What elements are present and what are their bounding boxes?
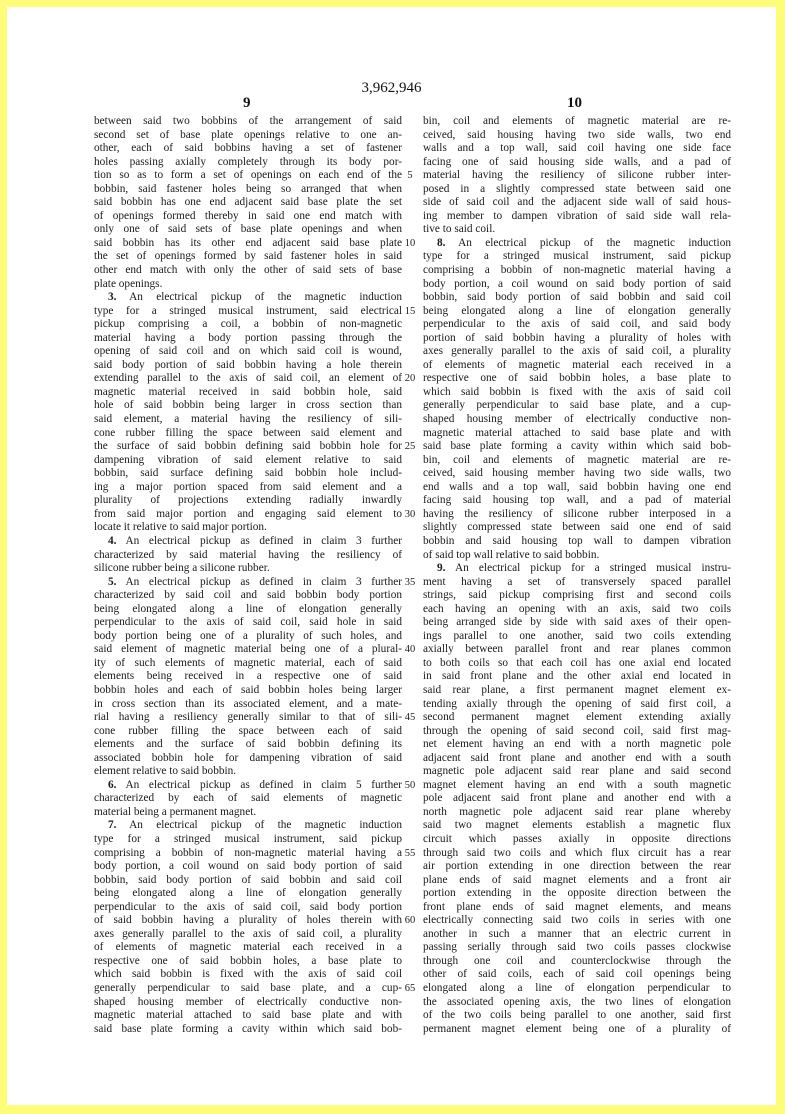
line-text: being elongated along a line of elongation generally: [94, 602, 402, 615]
text-line: [94, 643, 402, 657]
line-number: 55: [404, 847, 416, 859]
text-line: [423, 440, 731, 454]
text-line: [423, 657, 731, 671]
line-text: magnetic pole adjacent said rear plane and said second: [423, 765, 731, 778]
text-line: [423, 467, 731, 481]
line-text: plane ends of said magnet elements and a front air: [423, 873, 731, 886]
line-text: posed in a slightly compressed state between said one: [423, 182, 731, 195]
line-text: hole of said bobbin being larger in cross section than: [94, 399, 402, 412]
line-text: elements being received in a respective one of said: [94, 670, 402, 683]
line-text: having the resiliency of silicone rubber interposed in a: [423, 507, 731, 520]
text-line: [94, 765, 402, 779]
text-line: [423, 237, 731, 251]
line-text: axes generally parallel to the axis of said coil, a plurality: [423, 345, 731, 358]
text-line: [94, 481, 402, 495]
line-text: bobbin, said body portion of said bobbin and said coil: [94, 873, 402, 886]
text-line: [423, 725, 731, 739]
text-line: [423, 670, 731, 684]
text-line: [423, 589, 731, 603]
text-line: [423, 576, 731, 590]
text-line: [423, 494, 731, 508]
line-text: magnetic material attached to said base plate and with: [94, 1009, 402, 1022]
text-line: [423, 738, 731, 752]
line-text: magnetic material received in said bobbin hole, said: [94, 385, 402, 398]
line-text: said bobbin has its other end adjacent said base plate: [94, 236, 402, 249]
text-line: [94, 359, 402, 373]
line-text: circuit which passes axially in opposite directions: [423, 832, 731, 845]
text-line: [423, 562, 731, 576]
text-line: [423, 481, 731, 495]
line-number: 20: [404, 373, 416, 385]
line-text: other of said coils, each of said coil openings being: [423, 968, 731, 981]
line-text: portion extending in the opposite direction between the: [423, 887, 731, 900]
line-text: rial having a resiliency generally similar to that of sili-: [94, 711, 402, 724]
line-text: through one coil and counterclockwise through the: [423, 954, 731, 967]
line-number: 10: [404, 237, 416, 249]
line-text: characterized by said material having the resiliency of: [94, 548, 402, 561]
line-text: plate openings.: [94, 277, 163, 290]
line-text: only one of said sets of base plate openings and when: [94, 223, 402, 236]
line-text: bobbin, said fastener holes being so arranged that when: [94, 182, 402, 195]
line-text: the associated opening axis, the two lines of elongation: [423, 995, 731, 1008]
line-text: said two magnet elements establish a magnetic flux: [423, 819, 731, 832]
text-line: [423, 603, 731, 617]
text-line: [423, 806, 731, 820]
text-line: [94, 494, 402, 508]
text-line: [423, 549, 731, 563]
text-line: [94, 833, 402, 847]
line-text: generally perpendicular to said base plate, and a cup-: [423, 399, 731, 412]
line-text: silicone rubber being a silicone rubber.: [94, 562, 270, 575]
text-line: [94, 630, 402, 644]
line-text: bin, coil and elements of magnetic material are re-: [423, 453, 731, 466]
text-line: [94, 454, 402, 468]
text-line: [423, 156, 731, 170]
text-line: [94, 196, 402, 210]
left-column-number: 9: [243, 95, 251, 111]
text-line: [423, 901, 731, 915]
claim-number: 3.: [108, 291, 117, 304]
text-line: [423, 684, 731, 698]
line-text: perpendicular to the axis of said coil, and said body: [423, 318, 731, 331]
line-number: 50: [404, 779, 416, 791]
text-line: [423, 413, 731, 427]
text-line: [94, 901, 402, 915]
text-line: [94, 223, 402, 237]
text-line: [94, 467, 402, 481]
line-text: to both coils so that each coil has one axial end located: [423, 656, 731, 669]
text-line: [423, 169, 731, 183]
text-line: [423, 968, 731, 982]
text-line: [94, 372, 402, 386]
claim-number: 7.: [108, 819, 117, 832]
line-text: of elements of magnetic material each received in a: [423, 358, 731, 371]
line-text: said rear plane, a first permanent magnet element ex-: [423, 683, 731, 696]
line-text: magnet element having an end with a south magnetic: [423, 778, 731, 791]
line-text: said element of magnetic material being one of a plural-: [94, 643, 402, 656]
text-line: [94, 941, 402, 955]
line-text: slightly compressed state between said one end of said: [423, 521, 731, 534]
text-line: [423, 535, 731, 549]
text-line: [423, 332, 731, 346]
text-line: [94, 711, 402, 725]
line-text: type for a stringed musical instrument, said electrical: [94, 304, 402, 317]
text-line: [423, 372, 731, 386]
line-text: dampening vibration of said element relative to said: [94, 453, 402, 466]
text-line: [94, 725, 402, 739]
line-text: axes generally parallel to the axis of said coil, a plurality: [94, 927, 402, 940]
text-line: [423, 792, 731, 806]
text-line: [423, 914, 731, 928]
line-text: pole adjacent said front plane and another end with a: [423, 792, 731, 805]
line-text: said body portion of said bobbin having a hole therein: [94, 358, 402, 371]
right-column-number: 10: [567, 95, 582, 111]
patent-number: 3,962,946: [361, 80, 422, 96]
line-text: tion so as to form a set of openings on each end of the: [94, 169, 402, 182]
text-line: [423, 318, 731, 332]
line-text: An electrical pickup of the magnetic induction: [458, 236, 731, 249]
text-line: [94, 616, 402, 630]
text-line: [94, 982, 402, 996]
text-line: [94, 345, 402, 359]
line-text: body portion, a coil wound on said body portion of said: [423, 277, 731, 290]
text-line: [94, 210, 402, 224]
text-line: [94, 427, 402, 441]
text-line: [94, 576, 402, 590]
line-text: of elements of magnetic material each received in a: [94, 941, 402, 954]
text-line: [423, 833, 731, 847]
text-line: [94, 860, 402, 874]
line-text: elements and the surface of said bobbin defining its: [94, 738, 402, 751]
text-line: [423, 223, 731, 237]
line-text: between said two bobbins of the arrangement of said: [94, 115, 402, 127]
text-line: [423, 427, 731, 441]
text-line: [423, 183, 731, 197]
line-text: another in such a manner that an electric current in: [423, 927, 731, 940]
line-text: bobbin holes and each of said bobbin holes being larger: [94, 683, 402, 696]
text-line: [423, 129, 731, 143]
text-line: [94, 1009, 402, 1023]
text-line: [94, 684, 402, 698]
text-line: [423, 386, 731, 400]
line-text: second permanent magnet element extending axially: [423, 711, 731, 724]
line-text: comprising a bobbin of non-magnetic material having a: [94, 846, 402, 859]
line-text: material having the resiliency of silicone rubber inter-: [423, 169, 731, 182]
line-text: north magnetic pole adjacent said rear plane whereby: [423, 805, 731, 818]
text-line: [94, 237, 402, 251]
text-line: [423, 860, 731, 874]
line-text: characterized by said coil and said bobbin body portion: [94, 589, 402, 602]
line-number: 35: [404, 576, 416, 588]
line-text: being elongated along a line of elongation generally: [94, 887, 402, 900]
line-number: 30: [404, 508, 416, 520]
text-line: [94, 183, 402, 197]
line-text: respective one of said bobbin holes, a base plate to: [94, 954, 402, 967]
line-text: respective one of said bobbin holes, a base plate to: [423, 372, 731, 385]
text-line: [423, 142, 731, 156]
line-text: shaped housing member of electrically conductive non-: [423, 413, 731, 426]
line-text: air portion extending in one direction between the rear: [423, 860, 731, 873]
line-text: ceived, said housing member having two side walls, two: [423, 467, 731, 480]
text-line: [94, 129, 402, 143]
line-text: each having an opening with an axis, said two coils: [423, 602, 731, 615]
text-line: [94, 521, 402, 535]
line-text: An electrical pickup as defined in claim 3 further: [125, 534, 402, 547]
text-line: [94, 603, 402, 617]
line-number: 65: [404, 983, 416, 995]
text-line: [94, 874, 402, 888]
text-line: [94, 847, 402, 861]
line-text: An electrical pickup as defined in claim 5 further: [125, 778, 402, 791]
line-text: elongated along a line of elongation perpendicular to: [423, 982, 731, 994]
line-text: the surface of said bobbin defining said bobbin hole for: [94, 440, 402, 453]
text-line: [94, 386, 402, 400]
text-line: [94, 657, 402, 671]
line-text: extending parallel to the axis of said coil, an element of: [94, 372, 402, 385]
line-text: passing serially through said two coils passes clockwise: [423, 941, 731, 954]
line-text: through the opening of said second coil, said first mag-: [423, 724, 731, 737]
text-line: [423, 616, 731, 630]
text-line: [423, 1009, 731, 1023]
line-text: body portion being one of a plurality of such holes, and: [94, 629, 402, 642]
line-text: type for a stringed musical instrument, said pickup: [94, 832, 402, 845]
text-line: [94, 535, 402, 549]
line-text: material being a permanent magnet.: [94, 805, 257, 818]
line-text: locate it relative to said major portion.: [94, 521, 267, 534]
text-line: [94, 440, 402, 454]
text-line: [423, 847, 731, 861]
right-text-column: [423, 115, 731, 1036]
text-line: [423, 291, 731, 305]
text-line: [423, 643, 731, 657]
line-text: through said two coils and which flux circuit has a rear: [423, 846, 731, 859]
text-line: [423, 982, 731, 996]
line-text: characterized by each of said elements of magnetic: [94, 792, 402, 805]
text-line: [94, 318, 402, 332]
text-line: [423, 711, 731, 725]
line-text: which said bobbin is fixed with the axis of said coil: [94, 968, 402, 981]
text-line: [94, 399, 402, 413]
text-line: [423, 779, 731, 793]
line-text: being arranged side by side with said axes of their open-: [423, 616, 731, 629]
text-line: [423, 887, 731, 901]
line-text: associated bobbin hole for dampening vibration of said: [94, 751, 402, 764]
line-text: cone rubber filling the space between each of said: [94, 724, 402, 737]
text-line: [423, 359, 731, 373]
text-line: [94, 887, 402, 901]
line-number: 60: [404, 915, 416, 927]
text-line: [423, 1023, 731, 1037]
text-line: [94, 792, 402, 806]
line-text: body portion, a coil wound on said body portion of said: [94, 860, 402, 873]
text-line: [94, 549, 402, 563]
text-line: [94, 115, 402, 129]
line-text: which said bobbin is fixed with the axis of said coil: [423, 385, 731, 398]
line-number: 40: [404, 644, 416, 656]
text-line: [94, 670, 402, 684]
line-text: ment having a set of transversely spaced parallel: [423, 575, 731, 588]
line-text: pickup comprising a coil, a bobbin of non-magnetic: [94, 318, 402, 331]
line-text: An electrical pickup as defined in claim 3 further: [125, 575, 402, 588]
line-text: said bobbin has one end adjacent said base plate the set: [94, 196, 402, 209]
text-line: [94, 278, 402, 292]
text-line: [94, 928, 402, 942]
line-text: An electrical pickup of the magnetic induction: [129, 291, 402, 304]
line-text: said base plate forming a cavity within which said bob-: [94, 1022, 402, 1035]
text-line: [423, 955, 731, 969]
text-line: [94, 914, 402, 928]
text-line: [94, 562, 402, 576]
text-line: [423, 819, 731, 833]
text-line: [94, 142, 402, 156]
line-text: ceived, said housing having two side walls, two end: [423, 128, 731, 141]
text-line: [423, 996, 731, 1010]
line-text: An electrical pickup for a stringed musical instru-: [454, 562, 731, 575]
line-text: other, each of said bobbins having a set of fastener: [94, 142, 402, 155]
line-text: opening of said coil and on which said coil is wound,: [94, 345, 402, 358]
text-line: [423, 196, 731, 210]
text-line: [94, 332, 402, 346]
claim-number: 9.: [437, 562, 446, 575]
line-text: bin, coil and elements of magnetic material are re-: [423, 115, 731, 127]
text-line: [94, 1023, 402, 1037]
text-line: [94, 955, 402, 969]
text-line: [423, 345, 731, 359]
line-number: 25: [404, 441, 416, 453]
line-text: perpendicular to the axis of said coil, said body portion: [94, 900, 402, 913]
line-text: in said front plane and the other axial end located in: [423, 670, 731, 683]
line-number: 45: [404, 712, 416, 724]
line-text: perpendicular to the axis of said coil, said hole in said: [94, 616, 402, 629]
line-text: other end match with only the other of said sets of base: [94, 264, 402, 277]
line-text: permanent magnet element being one of a plurality of: [423, 1022, 731, 1035]
text-line: [423, 454, 731, 468]
text-line: [423, 874, 731, 888]
line-text: net element having an end with a north magnetic pole: [423, 738, 731, 751]
text-line: [423, 278, 731, 292]
line-text: adjacent said front plane and another end with a south: [423, 751, 731, 764]
text-line: [94, 752, 402, 766]
claim-number: 6.: [108, 778, 117, 791]
line-text: magnetic material attached to said base plate and with: [423, 426, 731, 439]
claim-number: 5.: [108, 575, 117, 588]
line-number: 15: [404, 305, 416, 317]
line-text: front plane ends of said magnet elements, and means: [423, 900, 731, 913]
line-text: side of said coil and the adjacent side wall of said hous-: [423, 196, 731, 209]
text-line: [94, 250, 402, 264]
line-text: tive to said coil.: [423, 223, 496, 236]
text-line: [423, 508, 731, 522]
line-text: in cross section than its associated element, and a mate-: [94, 697, 402, 710]
line-number: 5: [407, 170, 413, 182]
text-line: [94, 508, 402, 522]
line-text: of said bobbin having a plurality of holes therein with: [94, 914, 402, 927]
line-text: element relative to said bobbin.: [94, 765, 237, 778]
line-text: bobbin, said surface defining said bobbin hole includ-: [94, 467, 402, 480]
line-text: generally perpendicular to said base plate, and a cup-: [94, 982, 402, 994]
line-text: portion of said bobbin having a plurality of holes with: [423, 331, 731, 344]
text-line: [94, 413, 402, 427]
line-text: plurality of projections extending radially inwardly: [94, 494, 402, 507]
line-text: ings parallel to one another, said two coils extending: [423, 629, 731, 642]
text-line: [423, 264, 731, 278]
text-line: [94, 264, 402, 278]
text-line: [423, 115, 731, 129]
text-line: [423, 752, 731, 766]
claim-number: 4.: [108, 534, 117, 547]
patent-page: [7, 7, 776, 1105]
line-text: being elongated along a line of elongation generally: [423, 304, 731, 317]
claim-number: 8.: [437, 236, 446, 249]
text-line: [423, 765, 731, 779]
text-line: [94, 305, 402, 319]
line-text: An electrical pickup of the magnetic induction: [129, 819, 402, 832]
text-line: [423, 399, 731, 413]
line-text: comprising a bobbin of non-magnetic material having a: [423, 264, 731, 277]
line-text: of said top wall relative to said bobbin.: [423, 548, 600, 561]
line-text: strings, said pickup comprising first and second coils: [423, 589, 731, 602]
text-line: [423, 250, 731, 264]
line-text: bobbin and said housing top wall to dampen vibration: [423, 534, 731, 547]
text-line: [423, 941, 731, 955]
text-line: [423, 630, 731, 644]
line-text: second set of base plate openings relative to one an-: [94, 128, 402, 141]
line-text: tending axially through the opening of said first coil, a: [423, 697, 731, 710]
line-text: of openings formed thereby in said one end match with: [94, 209, 402, 222]
line-text: end walls and a top wall, said bobbin having one end: [423, 480, 731, 493]
line-text: bobbin, said body portion of said bobbin and said coil: [423, 291, 731, 304]
line-text: walls and a top wall, said coil having one side face: [423, 142, 731, 155]
line-text: ity of such elements of magnetic material, each of said: [94, 656, 402, 669]
text-line: [94, 806, 402, 820]
line-text: ing member to dampen vibration of said side wall rela-: [423, 209, 731, 222]
line-text: holes passing axially completely through its body por-: [94, 155, 402, 168]
text-line: [94, 698, 402, 712]
text-line: [423, 698, 731, 712]
text-line: [94, 819, 402, 833]
line-text: said base plate forming a cavity within which said bob-: [423, 440, 731, 453]
line-text: the set of openings formed by said fastener holes in said: [94, 250, 402, 263]
text-line: [423, 305, 731, 319]
line-text: facing said housing top wall, and a pad of material: [423, 494, 731, 507]
text-line: [423, 521, 731, 535]
text-line: [94, 169, 402, 183]
text-line: [94, 996, 402, 1010]
text-line: [94, 291, 402, 305]
text-line: [94, 779, 402, 793]
left-text-column: [94, 115, 402, 1036]
text-line: [423, 210, 731, 224]
line-text: from said major portion and engaging said element to: [94, 507, 402, 520]
line-text: shaped housing member of electrically conductive non-: [94, 995, 402, 1008]
line-text: electrically connecting said two coils in series with one: [423, 914, 731, 927]
text-line: [94, 589, 402, 603]
text-line: [94, 968, 402, 982]
text-line: [94, 156, 402, 170]
line-text: said element, a material having the resiliency of sili-: [94, 413, 402, 426]
line-text: ing a major portion spaced from said element and a: [94, 480, 402, 493]
line-text: facing one of said housing side walls, and a pad of: [423, 155, 731, 168]
line-text: cone rubber filling the space between said element and: [94, 426, 402, 439]
line-text: type for a stringed musical instrument, said pickup: [423, 250, 731, 263]
line-text: axially between parallel front and rear planes common: [423, 643, 731, 656]
line-text: material having a body portion passing through the: [94, 331, 402, 344]
text-line: [94, 738, 402, 752]
text-line: [423, 928, 731, 942]
line-text: of the two coils being parallel to one another, said first: [423, 1009, 731, 1022]
